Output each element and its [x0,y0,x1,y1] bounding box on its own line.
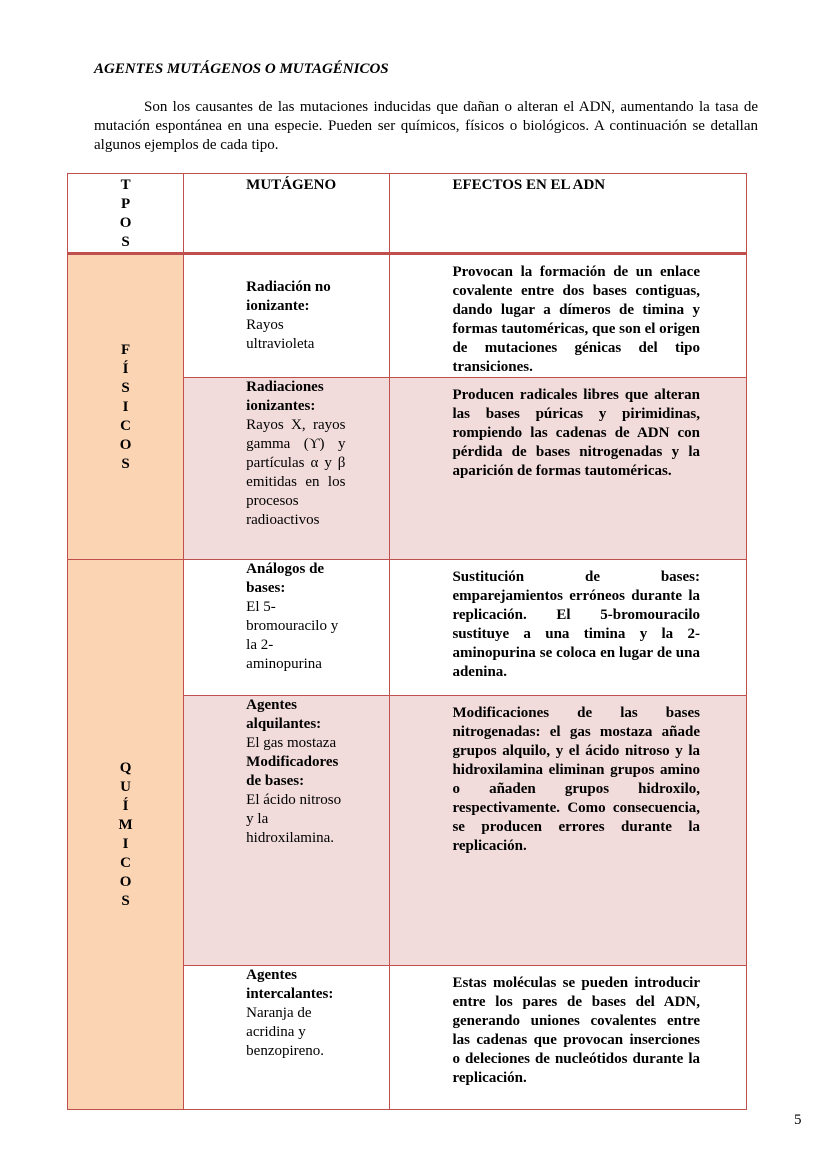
category-letter: Í [122,360,129,377]
mutagen-cell [184,966,390,1110]
category-letter: I [122,835,129,852]
mutagen-cell [184,696,390,966]
mutagen-detail: El ácido nitroso y la hidroxilamina. [246,792,342,846]
category-quimicos [68,560,184,1110]
header-tipos [68,174,184,254]
category-letter: C [120,854,131,871]
table-header-row [68,174,747,254]
mutagen-detail: El gas mostaza [246,735,337,751]
mutagen-detail: Rayos ultravioleta [246,317,315,352]
category-letter: S [121,455,130,472]
section-title: AGENTES MUTÁGENOS O MUTAGÉNICOS [94,61,389,77]
category-letter: M [118,816,133,833]
mutagen-name: Radiaciones ionizantes: [246,379,324,414]
mutagen-detail: Rayos X, rayos gamma (ϒ) y partículas α y β emitidas en los procesos radioactivos [246,417,346,528]
header-mutageno: MUTÁGENO [184,174,390,254]
category-letter: Q [119,759,132,776]
effect-cell: Estas moléculas se pueden introducir entre los pares de bases del ADN, generando uniones covalentes entre las cadenas que provocan inserciones o deleciones de nucleótidos durante la replicación. [390,966,747,1110]
category-letter: S [121,379,130,396]
mutagen-cell [184,254,390,378]
category-letter: U [120,778,131,795]
intro-paragraph: Son los causantes de las mutaciones inducidas que dañan o alteran el ADN, aumentando la tasa de mutación espontánea en una especie. Pueden ser químicos, físicos o biológicos. A continuación se detallan algunos ejemplos de cada tipo. [94,99,758,153]
table-row [68,560,747,696]
category-letter: O [119,873,132,890]
category-letter: Í [122,797,129,814]
header-efectos: EFECTOS EN EL ADN [390,174,747,254]
category-letter: F [120,341,131,358]
category-fisicos [68,254,184,560]
mutagen-cell [184,378,390,560]
effect-cell: Producen radicales libres que alteran las bases púricas y pirimidinas, rompiendo las cadenas de ADN con pérdida de bases nitrogenadas y la aparición de formas tautoméricas. [390,378,747,560]
page-number: 5 [794,1112,802,1128]
mutagen-name: Análogos de bases: [246,561,325,596]
mutagen-cell [184,560,390,696]
category-letter: C [120,417,131,434]
mutagens-table [67,173,747,1110]
header-tipos-letter: P [120,196,131,212]
mutagen-name: Modificadores de bases: [246,754,339,789]
mutagen-detail: El 5-bromouracilo y la 2-aminopurina [246,599,339,672]
category-letter: I [122,398,129,415]
table-row [68,254,747,378]
header-tipos-letter: T [120,177,131,193]
effect-cell: Modificaciones de las bases nitrogenadas: el gas mostaza añade grupos alquilo, y el ácido nitroso y la hidroxilamina eliminan grupos amino o añaden grupos hidroxilo, respectivamente. Como consecuencia, se producen errores durante la replicación. [390,696,747,966]
mutagen-name: Radiación no ionizante: [246,279,331,314]
mutagen-detail: Naranja de acridina y benzopireno. [246,1005,325,1059]
header-tipos-letter: O [119,215,132,231]
effect-cell: Provocan la formación de un enlace covalente entre dos bases contiguas, dando lugar a dímeros de timina y formas tautoméricas, que son el origen de mutaciones génicas del tipo transiciones. [390,254,747,378]
category-letter: O [119,436,132,453]
mutagen-name: Agentes alquilantes: [246,697,322,732]
header-tipos-letter: S [121,234,130,250]
effect-cell: Sustitución de bases: emparejamientos erróneos durante la replicación. El 5-bromouracilo sustituye a una timina y la 2-aminopurina se coloca en lugar de una adenina. [390,560,747,696]
category-letter: S [121,892,130,909]
mutagen-name: Agentes intercalantes: [246,967,334,1002]
